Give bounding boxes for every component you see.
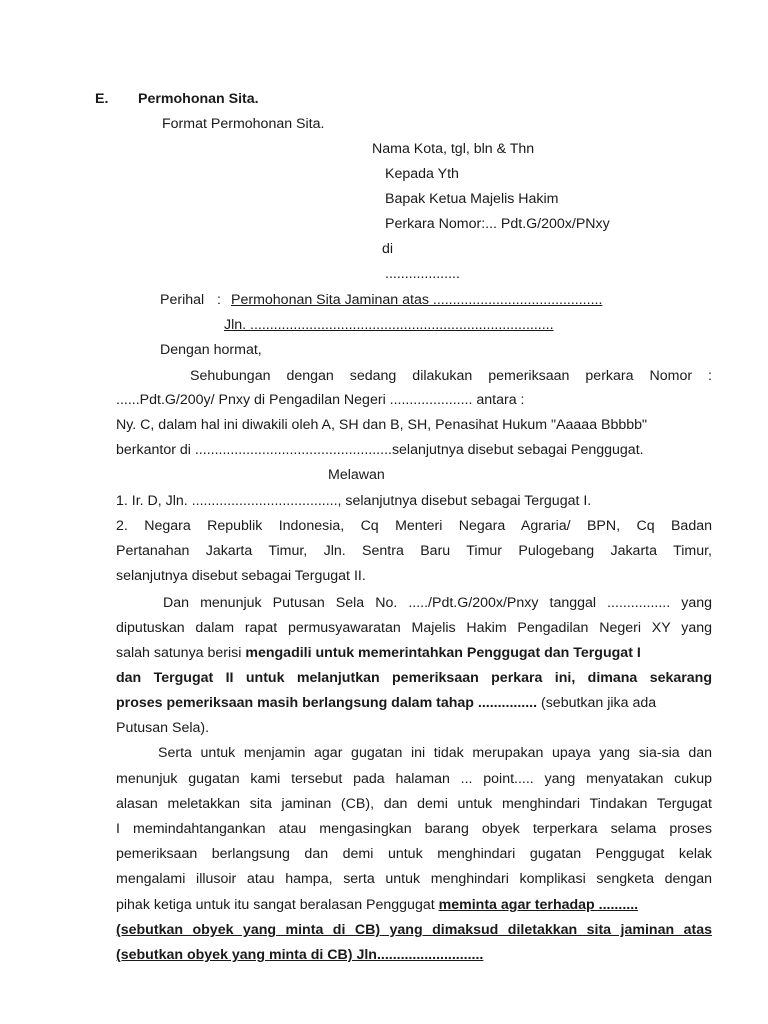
body-bold-underline-line: (sebutkan obyek yang minta di CB) yang dimaksud diletakkan sita jaminan atas bbox=[116, 922, 712, 938]
section-letter: E. bbox=[95, 91, 109, 107]
perihal-colon: : bbox=[217, 292, 221, 308]
body-line: alasan meletakkan sita jaminan (CB), dan demi untuk menghindari Tindakan Tergugat bbox=[116, 796, 712, 812]
section-subtitle: Format Permohonan Sita. bbox=[162, 116, 325, 132]
body-line bbox=[116, 693, 656, 713]
body-line: selanjutnya disebut sebagai Tergugat II. bbox=[116, 568, 366, 584]
city-date: Nama Kota, tgl, bln & Thn bbox=[372, 141, 535, 157]
body-line: diputuskan dalam rapat permusyawaratan Majelis Hakim Pengadilan Negeri XY yang bbox=[116, 620, 712, 636]
body-line: I memindahtangankan atau mengasingkan barang obyek terperkara selama proses bbox=[116, 821, 712, 837]
body-bold-line: dan Tergugat II untuk melanjutkan pemeriksaan perkara ini, dimana sekarang bbox=[116, 670, 712, 686]
body-line: Serta untuk menjamin agar gugatan ini tidak merupakan upaya yang sia-sia dan bbox=[158, 745, 712, 761]
case-number: Perkara Nomor:... Pdt.G/200x/PNxy bbox=[385, 216, 610, 232]
body-text: salah satunya berisi bbox=[116, 645, 246, 661]
body-bold-underline-text: meminta agar terhadap .......... bbox=[438, 897, 639, 913]
body-text: (sebutkan jika ada bbox=[537, 695, 657, 711]
body-bold-text: proses pemeriksaan masih berlangsung dalam tahap ............... bbox=[116, 695, 538, 711]
perihal-subject-line2: Jln. ............................................................................. bbox=[224, 317, 554, 333]
body-line: Ny. C, dalam hal ini diwakili oleh A, SH dan B, SH, Penasihat Hukum "Aaaaa Bbbbb" bbox=[116, 417, 648, 433]
body-line: pemeriksaan berlangsung dan demi untuk menghindari gugatan Penggugat kelak bbox=[116, 846, 712, 862]
section-title: Permohonan Sita. bbox=[138, 91, 259, 107]
body-line: Putusan Sela). bbox=[116, 720, 210, 736]
body-line: mengalami illusoir atau hampa, serta untuk menghindari komplikasi sengketa dengan bbox=[116, 871, 712, 887]
body-line: berkantor di ..................................................selanjutnya disebut sebagai Penggugat. bbox=[116, 442, 644, 458]
melawan-heading: Melawan bbox=[328, 467, 385, 483]
perihal-subject-line1: Permohonan Sita Jaminan atas ........................................... bbox=[231, 292, 603, 308]
body-line: Pertanahan Jakarta Timur, Jln. Sentra Baru Timur Pulogebang Jakarta Timur, bbox=[116, 543, 712, 559]
addressee-place: ................... bbox=[385, 266, 460, 282]
party-item-2: 2. Negara Republik Indonesia, Cq Menteri Negara Agraria/ BPN, Cq Badan bbox=[116, 518, 712, 534]
body-line: Sehubungan dengan sedang dilakukan pemeriksaan perkara Nomor : bbox=[190, 368, 712, 384]
addressee-to: Kepada Yth bbox=[385, 166, 459, 182]
salutation: Dengan hormat, bbox=[160, 342, 262, 358]
body-bold-underline-line: (sebutkan obyek yang minta di CB) Jln........................... bbox=[116, 947, 484, 963]
addressee-di: di bbox=[382, 241, 394, 257]
perihal-label: Perihal bbox=[160, 292, 205, 308]
body-line: Dan menunjuk Putusan Sela No. ...../Pdt.G/200x/Pnxy tanggal ................ yang bbox=[163, 595, 712, 611]
body-line bbox=[116, 895, 638, 915]
body-line: menunjuk gugatan kami tersebut pada halaman ... point..... yang menyatakan cukup bbox=[116, 771, 712, 787]
party-item-1: 1. Ir. D, Jln. ....................................., selanjutnya disebut sebagai Tergugat I. bbox=[116, 493, 592, 509]
body-line: ......Pdt.G/200y/ Pnxy di Pengadilan Negeri ..................... antara : bbox=[116, 392, 525, 408]
body-line bbox=[116, 643, 712, 663]
body-text: pihak ketiga untuk itu sangat beralasan Penggugat bbox=[116, 897, 439, 913]
body-bold-text: mengadili untuk memerintahkan Penggugat dan Tergugat I bbox=[245, 645, 641, 661]
addressee-recipient: Bapak Ketua Majelis Hakim bbox=[385, 191, 559, 207]
